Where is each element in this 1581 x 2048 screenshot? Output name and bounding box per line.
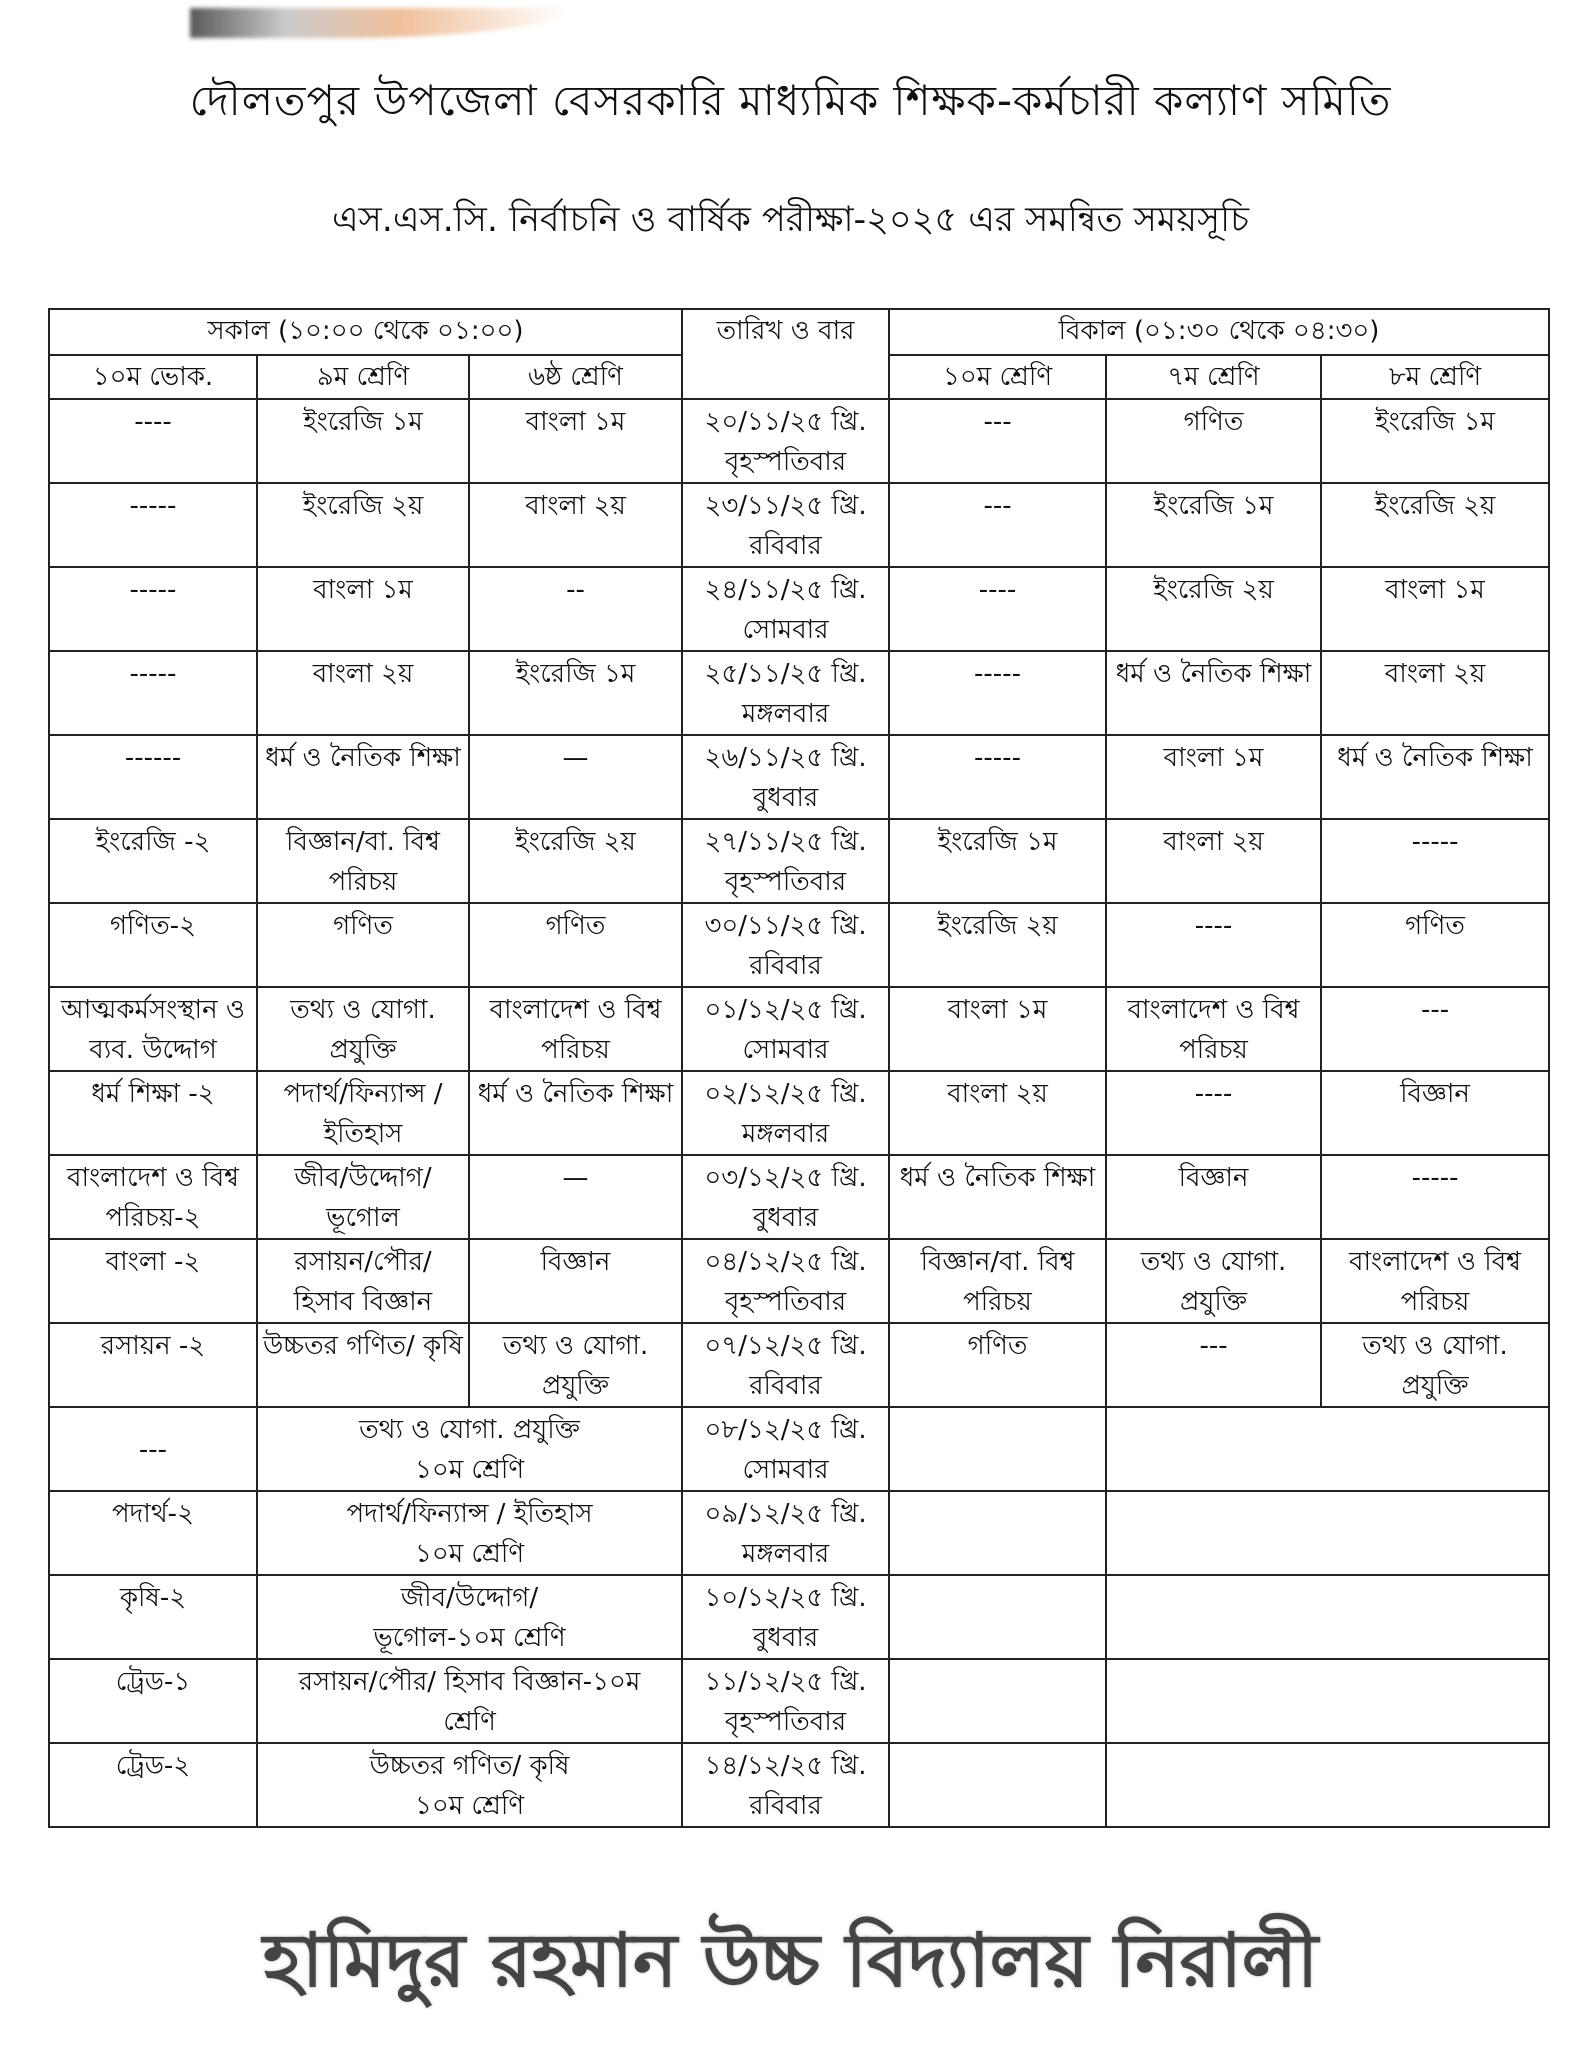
col-header-class-9: ৯ম শ্রেণি — [257, 355, 469, 399]
exam-day: সোমবার — [742, 615, 829, 645]
exam-day: মঙ্গলবার — [741, 1539, 830, 1569]
cell-date-day — [682, 1407, 889, 1491]
header-row-sessions — [49, 309, 1549, 355]
table-row — [49, 735, 1549, 819]
cell-class-10-empty — [889, 1743, 1106, 1827]
cell-class-8: তথ্য ও যোগা. প্রযুক্তি — [1321, 1323, 1549, 1407]
cell-class-8: ----- — [1321, 819, 1549, 903]
table-row — [49, 987, 1549, 1071]
exam-date: ০১/১২/২৫ খ্রি. — [704, 995, 867, 1025]
cell-10-voc: ----- — [49, 567, 257, 651]
exam-day: বুধবার — [752, 783, 819, 813]
table-row — [49, 1323, 1549, 1407]
cell-class-10: ---- — [889, 567, 1106, 651]
cell-class-8: গণিত — [1321, 903, 1549, 987]
exam-day: রবিবার — [749, 951, 822, 981]
cell-class-9: জীব/উদ্দোগ/ ভূগোল — [257, 1155, 469, 1239]
cell-class-10-merged — [257, 1491, 682, 1575]
cell-class-7: বাংলা ২য় — [1106, 819, 1321, 903]
cell-class-7: বাংলাদেশ ও বিশ্ব পরিচয় — [1106, 987, 1321, 1071]
exam-day: রবিবার — [749, 1791, 822, 1821]
cell-class-7: ইংরেজি ১ম — [1106, 483, 1321, 567]
table-row — [49, 903, 1549, 987]
cell-class-9: বাংলা ২য় — [257, 651, 469, 735]
cell-date-day — [682, 651, 889, 735]
cell-date-day — [682, 1575, 889, 1659]
cell-class-10: বাংলা ১ম — [889, 987, 1106, 1071]
merged-class: ১০ম শ্রেণি — [414, 1539, 525, 1569]
table-row — [49, 567, 1549, 651]
table-row — [49, 1155, 1549, 1239]
cell-class-9: রসায়ন/পৌর/ হিসাব বিজ্ঞান — [257, 1239, 469, 1323]
date-day-header: তারিখ ও বার — [682, 309, 889, 399]
merged-subject: জীব/উদ্দোগ/ — [400, 1583, 539, 1613]
exam-day: বৃহস্পতিবার — [724, 1707, 847, 1737]
cell-class-6: -- — [469, 567, 682, 651]
cell-class-10: বিজ্ঞান/বা. বিশ্ব পরিচয় — [889, 1239, 1106, 1323]
cell-10-voc: গণিত-২ — [49, 903, 257, 987]
cell-class-10-empty — [889, 1659, 1106, 1743]
exam-day: রবিবার — [749, 1371, 822, 1401]
exam-date: ২৬/১১/২৫ খ্রি. — [704, 743, 867, 773]
afternoon-session-header: বিকাল (০১:৩০ থেকে ০৪:৩০) — [889, 309, 1549, 355]
cell-date-day — [682, 1491, 889, 1575]
cell-class-6: — — [469, 735, 682, 819]
cell-class-7: ---- — [1106, 903, 1321, 987]
merged-class: ১০ম শ্রেণি — [414, 1791, 525, 1821]
scan-smudge — [190, 8, 570, 38]
cell-date-day — [682, 1743, 889, 1827]
organization-title: দৌলতপুর উপজেলা বেসরকারি মাধ্যমিক শিক্ষক-কর্মচারী কল্যাণ সমিতি — [189, 76, 1392, 125]
table-row — [49, 651, 1549, 735]
exam-day: বৃহস্পতিবার — [724, 447, 847, 477]
cell-class-9: পদার্থ/ফিন্যান্স / ইতিহাস — [257, 1071, 469, 1155]
cell-class-8: বাংলা ১ম — [1321, 567, 1549, 651]
cell-class-10-empty — [889, 1491, 1106, 1575]
cell-class-8: বাংলা ২য় — [1321, 651, 1549, 735]
col-header-class-8: ৮ম শ্রেণি — [1321, 355, 1549, 399]
cell-class-10: গণিত — [889, 1323, 1106, 1407]
cell-10-voc: ----- — [49, 483, 257, 567]
exam-date: ১০/১২/২৫ খ্রি. — [704, 1583, 867, 1613]
table-row — [49, 399, 1549, 483]
cell-class-7: ---- — [1106, 1071, 1321, 1155]
exam-date: ০৭/১২/২৫ খ্রি. — [704, 1331, 867, 1361]
cell-10-voc: ট্রেড-২ — [49, 1743, 257, 1827]
cell-class-10-empty — [889, 1407, 1106, 1491]
cell-10-voc: বাংলা -২ — [49, 1239, 257, 1323]
col-header-class-7: ৭ম শ্রেণি — [1106, 355, 1321, 399]
exam-date: ২৩/১১/২৫ খ্রি. — [704, 491, 867, 521]
cell-class-7-8-empty — [1106, 1491, 1549, 1575]
cell-class-10-merged — [257, 1659, 682, 1743]
cell-class-7-8-empty — [1106, 1575, 1549, 1659]
cell-class-10: ----- — [889, 651, 1106, 735]
school-name-footer: হামিদুর রহমান উচ্চ বিদ্যালয় নিরালী — [262, 1918, 1319, 2004]
table-row-merged — [49, 1575, 1549, 1659]
cell-class-6: বাংলা ১ম — [469, 399, 682, 483]
cell-class-10: ----- — [889, 735, 1106, 819]
exam-date: ৩০/১১/২৫ খ্রি. — [704, 911, 867, 941]
cell-class-9: বাংলা ১ম — [257, 567, 469, 651]
merged-subject: তথ্য ও যোগা. প্রযুক্তি — [359, 1415, 580, 1445]
cell-10-voc: পদার্থ-২ — [49, 1491, 257, 1575]
cell-date-day — [682, 1239, 889, 1323]
cell-class-6: — — [469, 1155, 682, 1239]
merged-subject: রসায়ন/পৌর/ হিসাব বিজ্ঞান-১০ম — [298, 1667, 641, 1697]
exam-date: ২০/১১/২৫ খ্রি. — [704, 407, 867, 437]
exam-day: বৃহস্পতিবার — [724, 867, 847, 897]
exam-date: ২৪/১১/২৫ খ্রি. — [704, 575, 867, 605]
merged-class: শ্রেণি — [443, 1707, 496, 1737]
table-row — [49, 1071, 1549, 1155]
cell-date-day — [682, 735, 889, 819]
cell-class-8: বাংলাদেশ ও বিশ্ব পরিচয় — [1321, 1239, 1549, 1323]
table-row-merged — [49, 1743, 1549, 1827]
cell-class-6: বাংলা ২য় — [469, 483, 682, 567]
cell-date-day — [682, 483, 889, 567]
cell-class-7-8-empty — [1106, 1407, 1549, 1491]
cell-class-10-merged — [257, 1575, 682, 1659]
cell-10-voc: ---- — [49, 399, 257, 483]
exam-day: বৃহস্পতিবার — [724, 1287, 847, 1317]
cell-class-6: ধর্ম ও নৈতিক শিক্ষা — [469, 1071, 682, 1155]
cell-class-6: গণিত — [469, 903, 682, 987]
col-header-10-voc: ১০ম ভোক. — [49, 355, 257, 399]
exam-day: মঙ্গলবার — [741, 1119, 830, 1149]
cell-class-10-merged — [257, 1743, 682, 1827]
cell-date-day — [682, 987, 889, 1071]
cell-class-7: তথ্য ও যোগা. প্রযুক্তি — [1106, 1239, 1321, 1323]
table-row — [49, 1239, 1549, 1323]
exam-day: বুধবার — [752, 1623, 819, 1653]
cell-class-6: তথ্য ও যোগা. প্রযুক্তি — [469, 1323, 682, 1407]
cell-class-6: ইংরেজি ২য় — [469, 819, 682, 903]
cell-class-7: গণিত — [1106, 399, 1321, 483]
cell-class-10: --- — [889, 483, 1106, 567]
cell-date-day — [682, 567, 889, 651]
table-row-merged — [49, 1491, 1549, 1575]
exam-date: ১১/১২/২৫ খ্রি. — [704, 1667, 867, 1697]
merged-subject: পদার্থ/ফিন্যান্স / ইতিহাস — [346, 1499, 593, 1529]
cell-class-8: ইংরেজি ২য় — [1321, 483, 1549, 567]
cell-class-7: বিজ্ঞান — [1106, 1155, 1321, 1239]
cell-class-7-8-empty — [1106, 1743, 1549, 1827]
cell-class-8: ----- — [1321, 1155, 1549, 1239]
schedule-subtitle: এস.এস.সি. নির্বাচনি ও বার্ষিক পরীক্ষা-২০২৫ এর সমন্বিত সময়সূচি — [331, 200, 1249, 240]
cell-10-voc: আত্মকর্মসংস্থান ও ব্যব. উদ্দোগ — [49, 987, 257, 1071]
exam-date: ১৪/১২/২৫ খ্রি. — [704, 1751, 867, 1781]
cell-class-9: ইংরেজি ১ম — [257, 399, 469, 483]
cell-class-8: ধর্ম ও নৈতিক শিক্ষা — [1321, 735, 1549, 819]
cell-class-9: ইংরেজি ২য় — [257, 483, 469, 567]
exam-date: ০৯/১২/২৫ খ্রি. — [704, 1499, 867, 1529]
col-header-class-6: ৬ষ্ঠ শ্রেণি — [469, 355, 682, 399]
exam-date: ০৪/১২/২৫ খ্রি. — [704, 1247, 867, 1277]
cell-10-voc: ধর্ম শিক্ষা -২ — [49, 1071, 257, 1155]
cell-class-10: ধর্ম ও নৈতিক শিক্ষা — [889, 1155, 1106, 1239]
cell-class-7: ধর্ম ও নৈতিক শিক্ষা — [1106, 651, 1321, 735]
cell-class-9: তথ্য ও যোগা. প্রযুক্তি — [257, 987, 469, 1071]
cell-class-6: বিজ্ঞান — [469, 1239, 682, 1323]
cell-class-9: উচ্চতর গণিত/ কৃষি — [257, 1323, 469, 1407]
exam-date: ২৭/১১/২৫ খ্রি. — [704, 827, 867, 857]
table-row-merged — [49, 1659, 1549, 1743]
cell-10-voc: কৃষি-২ — [49, 1575, 257, 1659]
cell-10-voc: ----- — [49, 651, 257, 735]
cell-date-day — [682, 1659, 889, 1743]
cell-10-voc: ইংরেজি -২ — [49, 819, 257, 903]
cell-date-day — [682, 1155, 889, 1239]
exam-date: ০২/১২/২৫ খ্রি. — [704, 1079, 867, 1109]
col-header-class-10: ১০ম শ্রেণি — [889, 355, 1106, 399]
exam-day: সোমবার — [742, 1035, 829, 1065]
exam-schedule-table — [48, 308, 1550, 1828]
merged-class: ১০ম শ্রেণি — [414, 1455, 525, 1485]
cell-class-10: বাংলা ২য় — [889, 1071, 1106, 1155]
exam-date: ২৫/১১/২৫ খ্রি. — [704, 659, 867, 689]
cell-10-voc: --- — [49, 1407, 257, 1491]
cell-class-10: ইংরেজি ২য় — [889, 903, 1106, 987]
cell-class-10: --- — [889, 399, 1106, 483]
cell-class-10: ইংরেজি ১ম — [889, 819, 1106, 903]
exam-date: ০৮/১২/২৫ খ্রি. — [704, 1415, 867, 1445]
cell-class-7-8-empty — [1106, 1659, 1549, 1743]
table-row — [49, 483, 1549, 567]
exam-day: রবিবার — [749, 531, 822, 561]
cell-class-7: --- — [1106, 1323, 1321, 1407]
cell-10-voc: ট্রেড-১ — [49, 1659, 257, 1743]
cell-class-9: বিজ্ঞান/বা. বিশ্ব পরিচয় — [257, 819, 469, 903]
merged-subject: উচ্চতর গণিত/ কৃষি — [369, 1751, 570, 1781]
cell-class-10-merged — [257, 1407, 682, 1491]
cell-date-day — [682, 399, 889, 483]
cell-10-voc: রসায়ন -২ — [49, 1323, 257, 1407]
cell-class-8: বিজ্ঞান — [1321, 1071, 1549, 1155]
exam-day: মঙ্গলবার — [741, 699, 830, 729]
cell-class-6: ইংরেজি ১ম — [469, 651, 682, 735]
exam-date: ০৩/১২/২৫ খ্রি. — [704, 1163, 867, 1193]
cell-date-day — [682, 903, 889, 987]
cell-class-8: --- — [1321, 987, 1549, 1071]
cell-date-day — [682, 1323, 889, 1407]
cell-class-10-empty — [889, 1575, 1106, 1659]
table-row — [49, 819, 1549, 903]
cell-class-7: বাংলা ১ম — [1106, 735, 1321, 819]
cell-class-8: ইংরেজি ১ম — [1321, 399, 1549, 483]
merged-class: ভূগোল-১০ম শ্রেণি — [373, 1623, 566, 1653]
cell-10-voc: ------ — [49, 735, 257, 819]
cell-10-voc: বাংলাদেশ ও বিশ্ব পরিচয়-২ — [49, 1155, 257, 1239]
cell-class-6: বাংলাদেশ ও বিশ্ব পরিচয় — [469, 987, 682, 1071]
cell-date-day — [682, 1071, 889, 1155]
cell-class-9: গণিত — [257, 903, 469, 987]
exam-day: সোমবার — [742, 1455, 829, 1485]
cell-class-9: ধর্ম ও নৈতিক শিক্ষা — [257, 735, 469, 819]
cell-date-day — [682, 819, 889, 903]
cell-class-7: ইংরেজি ২য় — [1106, 567, 1321, 651]
table-row-merged — [49, 1407, 1549, 1491]
exam-day: বুধবার — [752, 1203, 819, 1233]
morning-session-header: সকাল (১০:০০ থেকে ০১:০০) — [49, 309, 682, 355]
